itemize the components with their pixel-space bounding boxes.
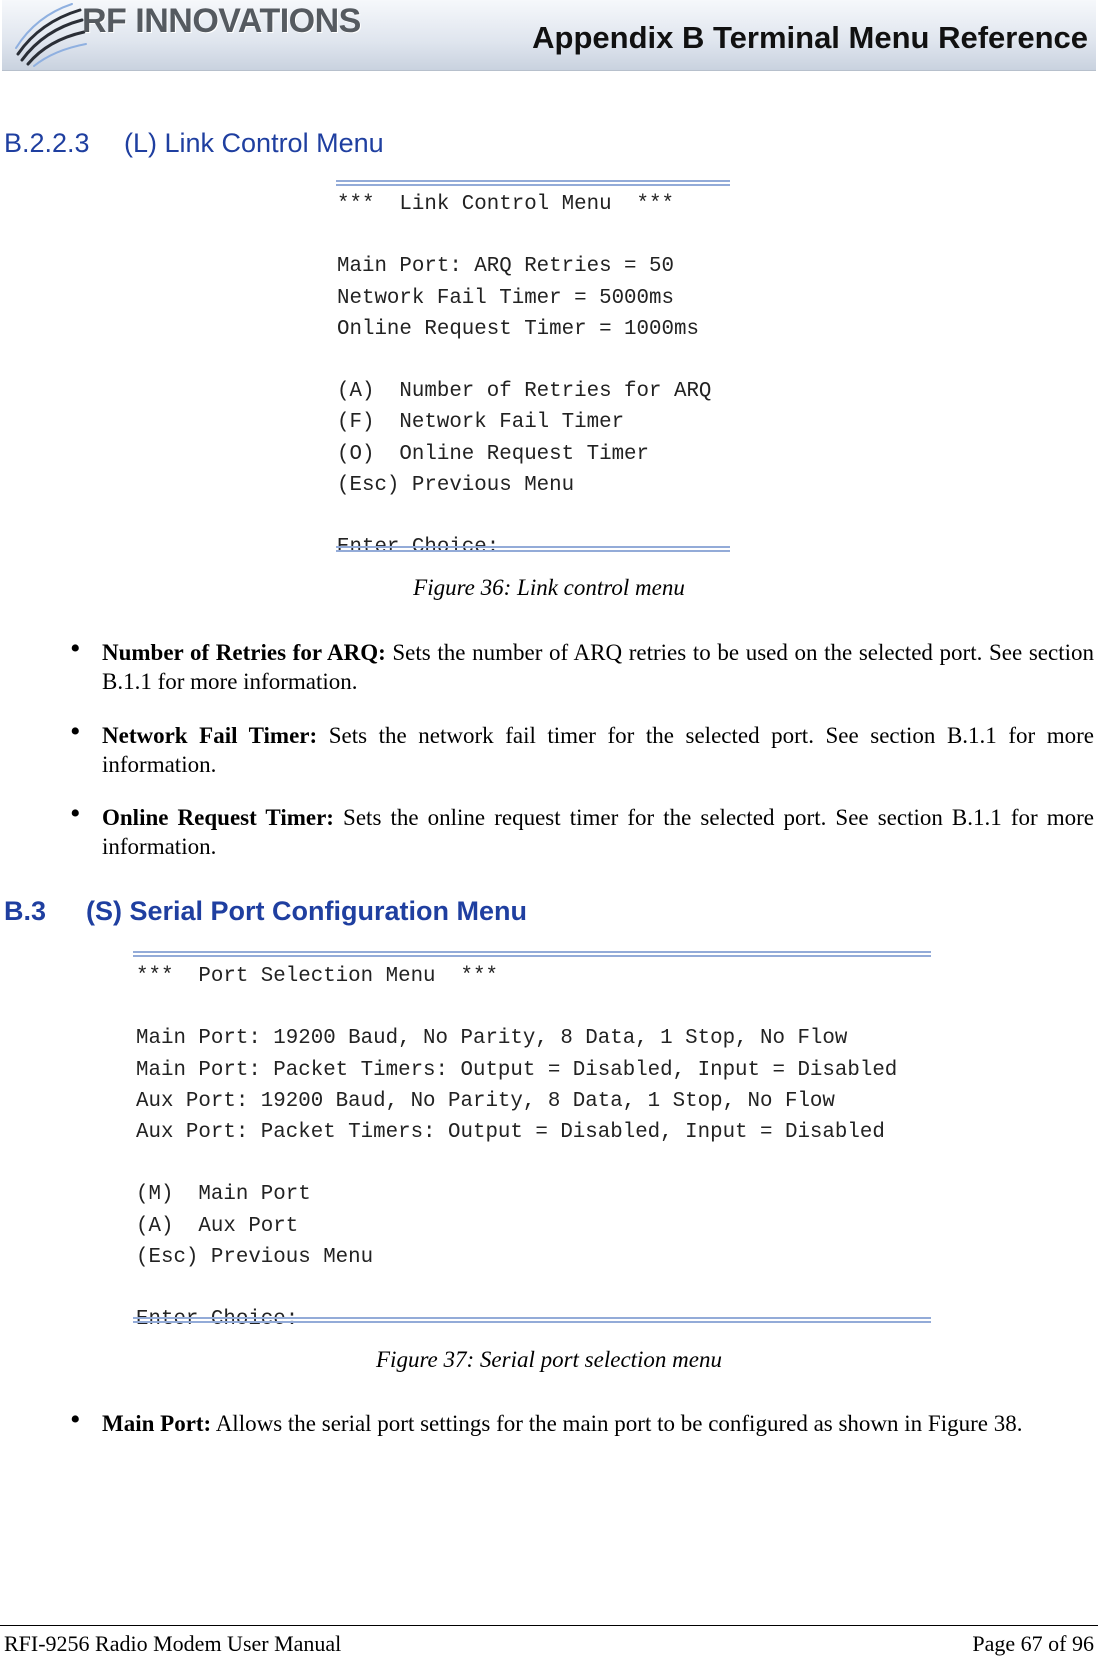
serial-port-terminal (136, 961, 897, 1335)
section-heading-serial (4, 896, 527, 927)
link-menu-line: Enter Choice: (337, 536, 500, 560)
serial-menu-line: Enter Choice: (136, 1308, 299, 1332)
link-menu-line (337, 345, 711, 376)
section-title: (L) Link Control Menu (124, 128, 384, 158)
bullet-description: Sets the network fail timer for the selected port. See section B.1.1 for more information. (102, 723, 1094, 777)
serial-menu-line: (A) Aux Port (136, 1214, 299, 1238)
bullet-icon: • (70, 715, 81, 748)
figure37-top-rule (133, 951, 931, 957)
section-number: B.3 (4, 896, 47, 926)
link-menu-line: *** Link Control Menu *** (337, 193, 674, 216)
figure37-bottom-rule (133, 1317, 931, 1323)
bullet-term: Number of Retries for ARQ: (102, 640, 386, 665)
footer-rule (0, 1625, 1098, 1626)
bullet-item (70, 632, 1094, 696)
bullet-item (70, 797, 1094, 861)
logo-text: RF INNOVATIONS (82, 2, 361, 40)
footer-page-number: Page 67 of 96 (972, 1631, 1094, 1656)
section-number: B.2.2.3 (4, 128, 90, 158)
bullet-icon: • (70, 797, 81, 830)
bullet-item (70, 1403, 1094, 1438)
figure36-bottom-rule (336, 546, 730, 552)
link-menu-line (337, 220, 711, 251)
bullet-text (102, 721, 1094, 779)
link-menu-line: (O) Online Request Timer (337, 442, 650, 466)
link-menu-line (337, 501, 711, 532)
serial-menu-line: Main Port: Packet Timers: Output = Disabled, Input = Disabled (136, 1058, 898, 1082)
serial-menu-line: Main Port: 19200 Baud, No Parity, 8 Data, 1 Stop, No Flow (136, 1027, 848, 1051)
serial-menu-line (136, 992, 897, 1023)
bullet-description: Allows the serial port settings for the main port to be configured as shown in Figure 38. (211, 1411, 1023, 1436)
link-menu-line: Main Port: ARQ Retries = 50 (337, 255, 674, 279)
serial-menu-line: Aux Port: Packet Timers: Output = Disabled, Input = Disabled (136, 1121, 885, 1145)
serial-menu-line (136, 1273, 897, 1304)
serial-menu-line: (Esc) Previous Menu (136, 1245, 374, 1269)
section-title: (S) Serial Port Configuration Menu (86, 896, 528, 926)
header-title: Appendix B Terminal Menu Reference (532, 20, 1088, 55)
bullet-text (102, 803, 1094, 861)
bullet-term: Network Fail Timer: (102, 723, 318, 748)
bullet-icon: • (70, 1403, 81, 1436)
bullet-term: Online Request Timer: (102, 805, 334, 830)
figure37-caption: Figure 37: Serial port selection menu (376, 1347, 722, 1372)
figure36-caption: Figure 36: Link control menu (413, 575, 685, 600)
link-menu-line: (Esc) Previous Menu (337, 473, 575, 497)
bullet-item (70, 715, 1094, 779)
link-control-terminal (337, 189, 711, 563)
bullet-icon: • (70, 632, 81, 665)
serial-menu-line: *** Port Selection Menu *** (136, 965, 498, 988)
section-heading-link-control (4, 128, 384, 159)
bullet-text (102, 1409, 1094, 1438)
serial-menu-line: (M) Main Port (136, 1183, 311, 1207)
bullet-description: Sets the online request timer for the selected port. See section B.1.1 for more information. (102, 805, 1094, 859)
link-menu-line: (A) Number of Retries for ARQ (337, 380, 712, 404)
page-header (2, 0, 1096, 71)
link-menu-line: (F) Network Fail Timer (337, 411, 625, 435)
figure36-top-rule (336, 180, 730, 186)
serial-menu-line: Aux Port: 19200 Baud, No Parity, 8 Data, 1 Stop, No Flow (136, 1089, 835, 1113)
bullet-description: Sets the number of ARQ retries to be used on the selected port. See section B.1.1 for more information. (102, 640, 1094, 694)
link-menu-line: Network Fail Timer = 5000ms (337, 286, 674, 310)
bullet-term: Main Port: (102, 1411, 212, 1436)
footer-manual-title: RFI-9256 Radio Modem User Manual (4, 1631, 342, 1656)
bullet-text (102, 638, 1094, 696)
link-menu-line: Online Request Timer = 1000ms (337, 317, 699, 341)
serial-menu-line (136, 1148, 897, 1179)
